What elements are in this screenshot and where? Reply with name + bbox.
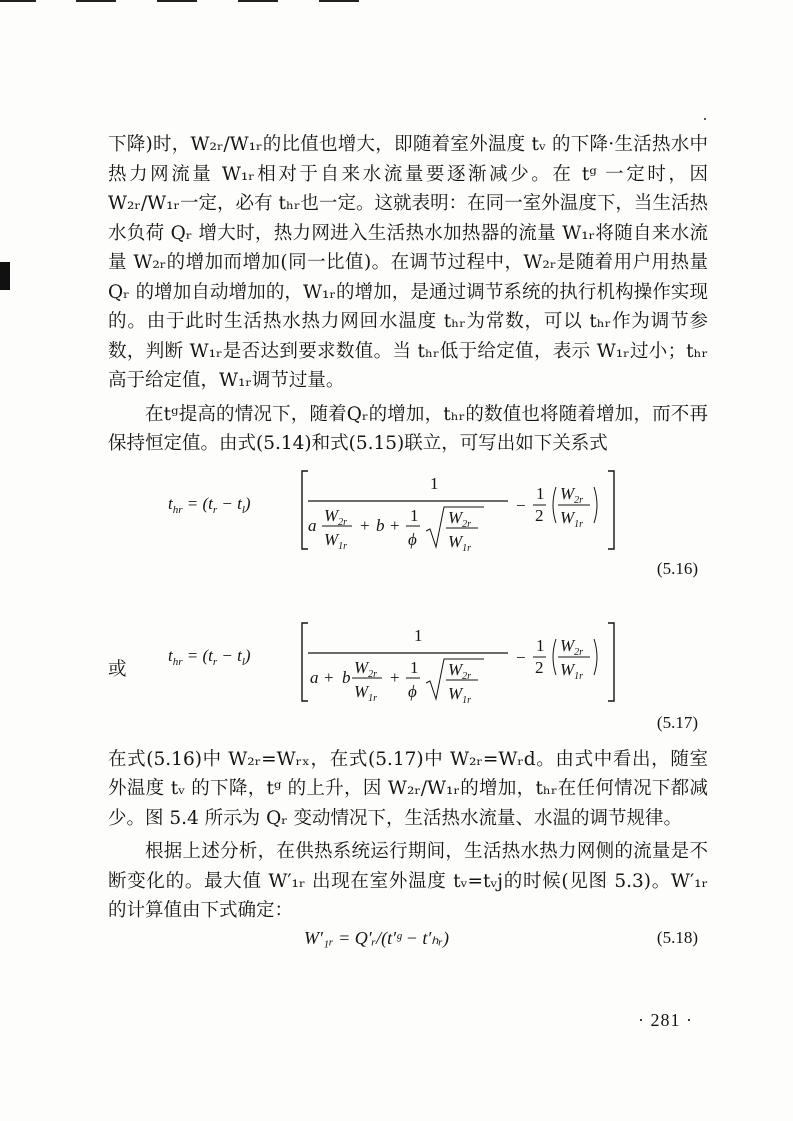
svg-text:1: 1: [410, 657, 419, 677]
svg-text:W1r: $W_{1r}$: [560, 659, 584, 682]
svg-text:W2r: $W_{2r}$: [324, 505, 348, 528]
svg-text:W2r: $W_{2r}$: [560, 635, 584, 658]
page-number: · 281 ·: [638, 1010, 693, 1030]
svg-text:+: +: [390, 667, 400, 687]
svg-text:W1r: $W_{1r}$: [448, 531, 472, 554]
equation-number: (5.18): [656, 927, 698, 947]
svg-text:W1r: $W_{1r}$: [448, 683, 472, 706]
svg-text:b: b: [342, 667, 351, 687]
paragraph-4: 根据上述分析，在供热系统运行期间，生活热水热力网侧的流量是不断变化的。最大值 W′₁ᵣ 出现在室外温度 tᵥ=tᵥj的时候(见图 5.3)。W′₁ᵣ 的计算值由下式确定：: [108, 841, 708, 921]
svg-text:W2r: $W_{2r}$: [560, 483, 584, 506]
svg-text:W1r: $W_{1r}$: [560, 507, 584, 530]
svg-text:+: +: [390, 515, 400, 535]
svg-text:1: 1: [410, 505, 419, 525]
paragraph-3: 在式(5.16)中 W₂ᵣ=Wᵣₓ，在式(5.17)中 W₂ᵣ=Wᵣd。由式中看出，随室外温度 tᵥ 的下降，tᵍ 的上升，因 W₂ᵣ/W₁ᵣ的增加，tₕᵣ在任何情况下都减少。图 5.4 所示为 Qᵣ 变动情况下，生活热水流量、水温的调节规律。: [108, 748, 708, 829]
equation-5-17-graphic: [108, 611, 708, 711]
top-rule: [157, 0, 197, 2]
top-rule: [319, 0, 359, 2]
svg-text:W1r: $W_{1r}$: [354, 681, 378, 704]
svg-text:1: 1: [430, 473, 439, 493]
svg-text:+: +: [360, 515, 370, 535]
svg-text:−: −: [516, 647, 526, 667]
equation-number: (5.16): [656, 558, 698, 578]
svg-text:ϕ: ϕ: [408, 529, 417, 549]
equation-5-17: [108, 611, 708, 711]
svg-text:a: a: [308, 515, 317, 535]
equation-5-16: [108, 459, 708, 559]
top-rule: [238, 0, 278, 2]
svg-text:W2r: $W_{2r}$: [448, 507, 472, 530]
scan-speck: [704, 118, 706, 120]
svg-text:thr = (tr − tl): $t_{hr} = (t_r - t_l)$: [168, 493, 251, 516]
equation-5-16-graphic: [108, 459, 708, 559]
svg-text:1: 1: [536, 635, 545, 655]
svg-text:1: 1: [536, 483, 545, 503]
equation-5-18: [108, 926, 708, 956]
top-rule: [76, 0, 116, 2]
svg-text:2: 2: [535, 657, 544, 677]
equation-prefix: 或: [108, 659, 127, 680]
margin-bar: [0, 262, 10, 290]
equation-5-18-formula: W′₁ᵣ = Q′ᵣ/(t′ᵍ − t′ₕᵣ): [304, 927, 449, 948]
paragraph-1: 下降)时，W₂ᵣ/W₁ᵣ的比值也增大，即随着室外温度 tᵥ 的下降·生活热水中热力网流量 W₁ᵣ相对于自来水流量要逐渐减少。在 tᵍ 一定时，因 W₂ᵣ/W₁ᵣ一定，必有 tₕᵣ也一定。这就表明：在同一室外温度下，当生活热水负荷 Qᵣ 增大时，热力网进入生活热水加热器的流量 W₁ᵣ将随自来水流量 W₂ᵣ的增加而增加(同一比值)。在调节过程中，W₂ᵣ是随着用户用热量 Qᵣ 的增加自动增加的，W₁ᵣ的增加，是通过调节系统的执行机构操作实现的。由于此时生活热水热力网回水温度 tₕᵣ为常数，可以 tₕᵣ作为调节参数，判断 W₁ᵣ是否达到要求数值。当 tₕᵣ低于给定值，表示 W₁ᵣ过小；tₕᵣ高于给定值，W₁ᵣ调节过量。: [108, 134, 708, 391]
svg-text:1: 1: [414, 625, 423, 645]
paragraph-2: 在tᵍ提高的情况下，随着Qᵣ的增加，tₕᵣ的数值也将随着增加，而不再保持恒定值。由式(5.14)和式(5.15)联立，可写出如下关系式: [108, 403, 708, 454]
top-rule: [0, 0, 36, 2]
page-body: [108, 130, 708, 956]
svg-text:ϕ: ϕ: [408, 681, 417, 701]
svg-text:−: −: [516, 495, 526, 515]
equation-number: (5.17): [656, 712, 698, 732]
svg-text:2: 2: [535, 505, 544, 525]
svg-text:thr = (tr − tl): $t_{hr} = (t_r - t_l)$: [168, 645, 251, 668]
svg-text:+: +: [324, 667, 334, 687]
svg-text:W2r: $W_{2r}$: [354, 657, 378, 680]
svg-text:b: b: [376, 515, 385, 535]
svg-text:W1r: $W_{1r}$: [324, 529, 348, 552]
svg-text:W2r: $W_{2r}$: [448, 659, 472, 682]
svg-text:a: a: [310, 667, 319, 687]
